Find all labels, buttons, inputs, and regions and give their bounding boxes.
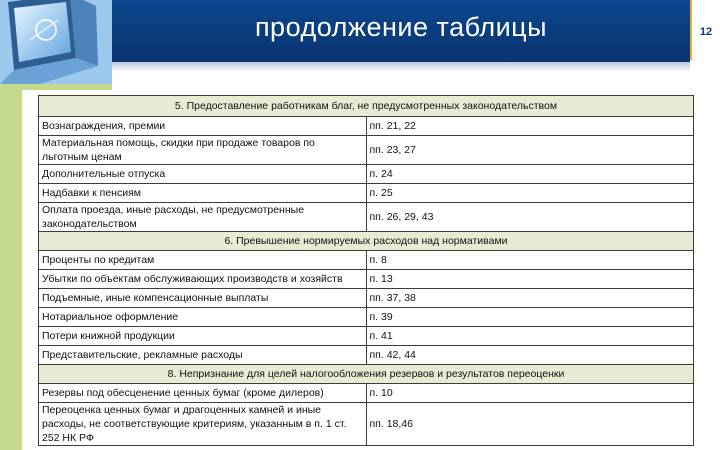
row-label: Нотариальное оформление: [39, 308, 367, 327]
row-reference: пп. 21, 22: [366, 117, 694, 136]
page-title: продолжение таблицы: [254, 12, 548, 42]
row-label: Убытки по объектам обслуживающих производств и хозяйств: [39, 270, 367, 289]
row-reference: п. 25: [366, 184, 694, 203]
row-reference: п. 41: [366, 327, 694, 346]
section-heading-row: [39, 232, 694, 251]
table-row: [39, 289, 694, 308]
row-label: Материальная помощь, скидки при продаже товаров по льготным ценам: [39, 136, 367, 165]
table-row: [39, 251, 694, 270]
row-reference: пп. 37, 38: [366, 289, 694, 308]
row-reference: пп. 26, 29, 43: [366, 203, 694, 232]
table-row: [39, 403, 694, 446]
row-reference: п. 39: [366, 308, 694, 327]
row-label: Подъемные, иные компенсационные выплаты: [39, 289, 367, 308]
row-label: Дополнительные отпуска: [39, 165, 367, 184]
row-reference: пп. 18,46: [366, 403, 694, 446]
table-row: [39, 136, 694, 165]
row-label: Потери книжной продукции: [39, 327, 367, 346]
section-heading: 8. Непризнание для целей налогообложения резервов и результатов переоценки: [39, 365, 694, 384]
section-heading: 6. Превышение нормируемых расходов над нормативами: [39, 232, 694, 251]
row-label: Оплата проезда, иные расходы, не предусмотренные законодательством: [39, 203, 367, 232]
row-label: Надбавки к пенсиям: [39, 184, 367, 203]
logo-accent-stripe: [22, 84, 112, 90]
table-row: [39, 270, 694, 289]
table-row: [39, 203, 694, 232]
section-heading-row: [39, 96, 694, 117]
table-row: [39, 184, 694, 203]
table-row: [39, 117, 694, 136]
title-band-shadow: [112, 62, 690, 72]
expenses-table: [38, 95, 694, 446]
table-row: [39, 346, 694, 365]
row-reference: пп. 23, 27: [366, 136, 694, 165]
table-row: [39, 384, 694, 403]
table-row: [39, 165, 694, 184]
row-reference: пп. 42, 44: [366, 346, 694, 365]
row-label: Проценты по кредитам: [39, 251, 367, 270]
row-reference: п. 8: [366, 251, 694, 270]
row-label: Переоценка ценных бумаг и драгоценных камней и иные расходы, не соответствующие критериям, указанным в п. 1 ст. 252 НК РФ: [39, 403, 367, 446]
table-row: [39, 308, 694, 327]
slide-header: [0, 0, 720, 84]
row-label: Вознаграждения, премии: [39, 117, 367, 136]
left-accent-stripe: [0, 84, 22, 450]
row-reference: п. 13: [366, 270, 694, 289]
row-label: Резервы под обесценение ценных бумаг (кроме дилеров): [39, 384, 367, 403]
row-reference: п. 24: [366, 165, 694, 184]
section-heading: 5. Предоставление работникам благ, не предусмотренных законодательством: [39, 96, 694, 117]
slide-number: 12: [699, 26, 713, 38]
row-label: Представительские, рекламные расходы: [39, 346, 367, 365]
row-reference: п. 10: [366, 384, 694, 403]
monitor-logo-image: [0, 0, 112, 84]
table-row: [39, 327, 694, 346]
section-heading-row: [39, 365, 694, 384]
